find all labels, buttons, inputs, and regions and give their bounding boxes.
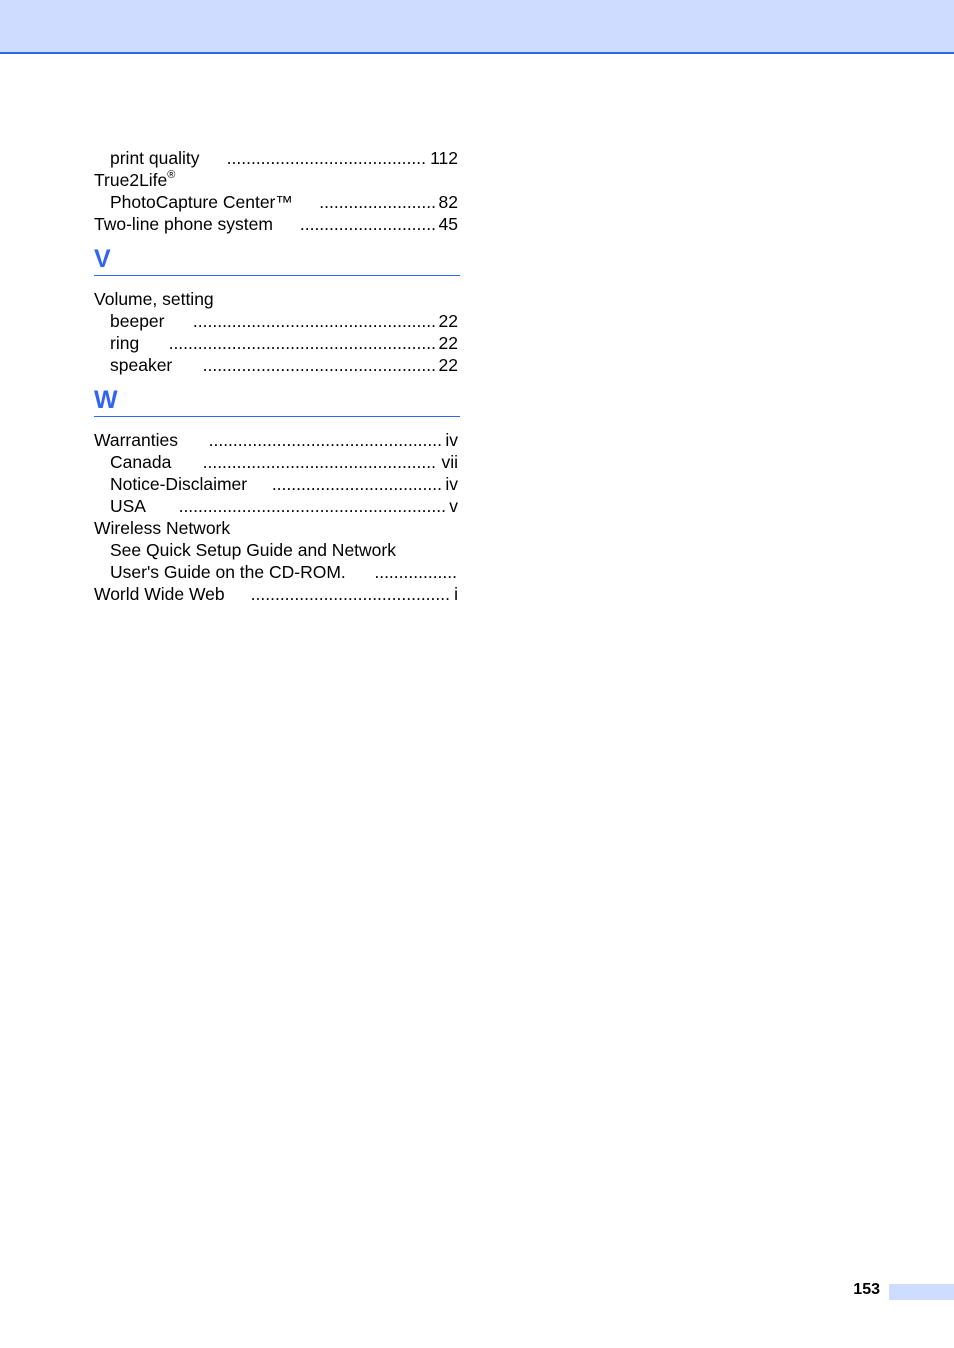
header-band xyxy=(0,0,954,54)
index-entry-see-quick-setup xyxy=(94,539,460,561)
entry-page: 22 xyxy=(438,355,458,375)
dot-leader: ............................ xyxy=(299,214,436,234)
dot-leader: ................. xyxy=(374,562,457,582)
index-entry-speaker xyxy=(94,354,460,376)
entry-page: iv xyxy=(445,474,458,494)
entry-page: 82 xyxy=(438,192,458,212)
entry-label: Warranties xyxy=(94,430,178,450)
page-tab-band xyxy=(889,1284,954,1300)
entry-label xyxy=(94,169,175,191)
entry-page: vii xyxy=(441,452,458,472)
index-entry-beeper xyxy=(94,310,460,332)
dot-leader: ........................ xyxy=(319,192,436,212)
index-entry-true2life xyxy=(94,169,460,191)
index-entry-canada xyxy=(94,451,460,473)
index-entry-notice-disclaimer xyxy=(94,473,460,495)
entry-page: 22 xyxy=(438,333,458,353)
entry-label: Notice-Disclaimer xyxy=(110,474,248,494)
dot-leader: ....................................................... xyxy=(178,496,446,516)
entry-page: 22 xyxy=(438,311,458,331)
entry-label: World Wide Web xyxy=(94,584,225,604)
entry-label: USA xyxy=(110,496,146,516)
dot-leader: ................................................ xyxy=(208,430,442,450)
entry-label: Two-line phone system xyxy=(94,214,273,234)
index-entry-wireless-network xyxy=(94,517,460,539)
dot-leader: ................................... xyxy=(271,474,442,494)
index-entry-ring xyxy=(94,332,460,354)
entry-page: v xyxy=(449,496,458,516)
entry-label: beeper xyxy=(110,311,165,331)
entry-page: iv xyxy=(445,430,458,450)
entry-page: 45 xyxy=(438,214,458,234)
entry-label: See Quick Setup Guide and Network xyxy=(110,540,396,560)
entry-label: speaker xyxy=(110,355,173,375)
section-heading-v: V xyxy=(94,235,460,276)
index-entry-volume-setting xyxy=(94,288,460,310)
entry-label: ring xyxy=(110,333,140,353)
dot-leader: ......................................... xyxy=(226,148,426,168)
index-entry-world-wide-web xyxy=(94,583,460,605)
registered-mark: ® xyxy=(167,169,176,181)
entry-label: Volume, setting xyxy=(94,289,214,309)
dot-leader: ................................................ xyxy=(202,452,436,472)
index-entry-print-quality xyxy=(94,147,460,169)
entry-label: print quality xyxy=(110,148,200,168)
section-heading-w: W xyxy=(94,376,460,417)
index-entry-warranties xyxy=(94,429,460,451)
page-number: 153 xyxy=(853,1281,880,1298)
dot-leader: ................................................ xyxy=(202,355,436,375)
entry-label: Canada xyxy=(110,452,172,472)
index-entry-photocapture-center xyxy=(94,191,460,213)
entry-label: Wireless Network xyxy=(94,518,231,538)
index-entry-usa xyxy=(94,495,460,517)
dot-leader: ......................................... xyxy=(250,584,450,604)
entry-label-text: True2Life xyxy=(94,170,168,190)
dot-leader: ....................................................... xyxy=(168,333,436,353)
entry-page: i xyxy=(454,584,458,604)
entry-label: User's Guide on the CD-ROM. xyxy=(110,562,346,582)
index-entry-two-line-phone-system xyxy=(94,213,460,235)
entry-label: PhotoCapture Center™ xyxy=(110,192,293,212)
dot-leader: .................................................. xyxy=(192,311,436,331)
index-entry-users-guide-cdrom xyxy=(94,561,460,583)
index-column xyxy=(94,147,460,605)
entry-page: 112 xyxy=(430,148,458,168)
